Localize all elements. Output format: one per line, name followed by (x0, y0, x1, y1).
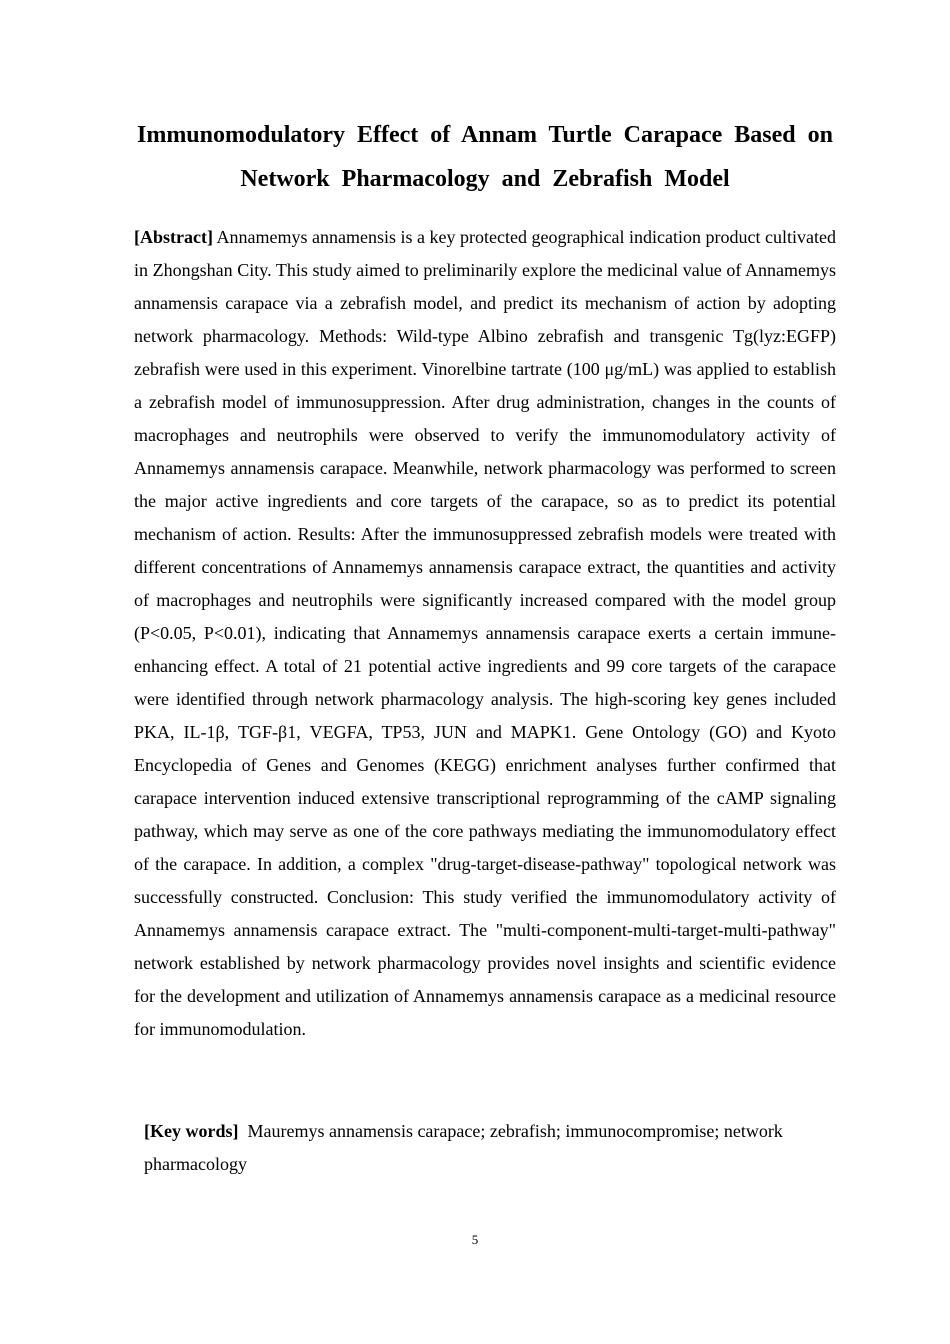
page-number: 5 (471, 1232, 479, 1247)
abstract-label: [Abstract] (134, 227, 213, 247)
paper-title: Immunomodulatory Effect of Annam Turtle Carapace Based on Network Pharmacology and Zebrafish Model (136, 122, 833, 192)
abstract-text: Annamemys annamensis is a key protected geographical indication product cultivated in Zhongshan City. This study aimed to preliminarily explore the medicinal value of Annamemys annamensis carapace via a zebrafish model, and predict its mechanism of action by adopting network pharmacology. Methods: Wild-type Albino zebrafish and transgenic Tg(lyz:EGFP) zebrafish were used in this experiment. Vinorelbine tartrate (100 μg/mL) was applied to establish a zebrafish model of immunosuppression. After drug administration, changes in the counts of macrophages and neutrophils were observed to verify the immunomodulatory activity of Annamemys annamensis carapace. Meanwhile, network pharmacology was performed to screen the major active ingredients and core targets of the carapace, so as to predict its potential mechanism of action. Results: After the immunosuppressed zebrafish models were treated with different concentrations of Annamemys annamensis carapace extract, the quantities and activity of macrophages and neutrophils were significantly increased compared with the model group (P<0.05, P<0.01), indicating that Annamemys annamensis carapace exerts a certain immune-enhancing effect. A total of 21 potential active ingredients and 99 core targets of the carapace were identified through network pharmacology analysis. The high-scoring key genes included PKA, IL-1β, TGF-β1, VEGFA, TP53, JUN and MAPK1. Gene Ontology (GO) and Kyoto Encyclopedia of Genes and Genomes (KEGG) enrichment analyses further confirmed that carapace intervention induced extensive transcriptional reprogramming of the cAMP signaling pathway, which may serve as one of the core pathways mediating the immunomodulatory effect of the carapace. In addition, a complex "drug-target-disease-pathway" topological network was successfully constructed. Conclusion: This study verified the immunomodulatory activity of Annamemys annamensis carapace extract. The "multi-component-multi-target-multi-pathway" network established by network pharmacology provides novel insights and scientific evidence for the development and utilization of Annamemys annamensis carapace as a medicinal resource for immunomodulation. (134, 227, 836, 1039)
abstract-paragraph (134, 221, 836, 1046)
keywords-paragraph (144, 1115, 836, 1181)
keywords-text: Mauremys annamensis carapace; zebrafish; immunocompromise; network pharmacology (144, 1121, 783, 1174)
keywords-label: [Key words] (144, 1121, 239, 1141)
